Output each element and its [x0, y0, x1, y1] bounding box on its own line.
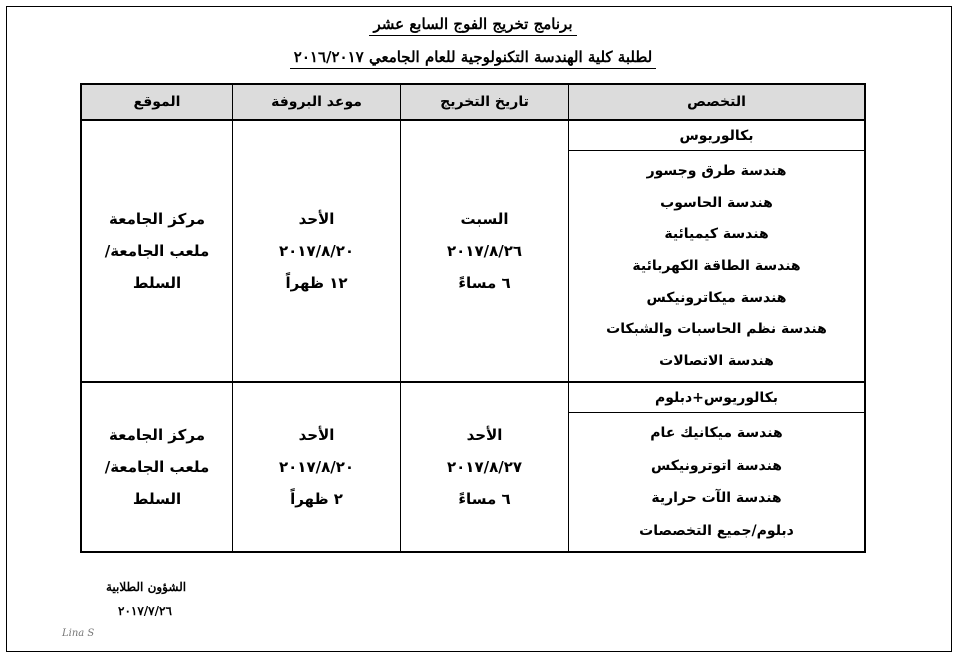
list-item: دبلوم/جميع التخصصات [639, 522, 794, 539]
issuing-office: الشؤون الطلابية [106, 580, 187, 594]
specialization-cell [568, 121, 864, 381]
location-line: السلط [132, 490, 182, 508]
group-title: بكالوريوس [569, 121, 864, 151]
document-subtitle [0, 47, 946, 66]
rehearsal-cell [232, 383, 400, 551]
signature: Lina S [62, 628, 95, 639]
rehearsal-time: ١٢ ظهراً [285, 274, 348, 292]
rehearsal-day: الأحد [298, 426, 335, 444]
header-graduation-date: تاريخ التخريج [400, 85, 568, 119]
rehearsal-time: ٢ ظهراً [290, 490, 343, 508]
location-line: مركز الجامعة [109, 210, 205, 228]
specialization-list [569, 151, 864, 381]
list-item: هندسة الحاسوب [660, 194, 773, 211]
location-line: السلط [132, 274, 182, 292]
list-item: هندسة نظم الحاسبات والشبكات [606, 321, 827, 338]
document-subtitle-text: لطلبة كلية الهندسة التكنولوجية للعام الجامعي ٢٠١٦/٢٠١٧ [290, 48, 656, 69]
header-rehearsal-date: موعد البروفة [232, 85, 400, 119]
graduation-date: ٢٠١٧/٨/٢٧ [446, 458, 523, 476]
header-specialization: التخصص [568, 85, 864, 119]
rehearsal-date: ٢٠١٧/٨/٢٠ [278, 242, 355, 260]
rehearsal-cell [232, 121, 400, 381]
table-row-bachelor [82, 121, 864, 383]
location-line: ملعب الجامعة/ [104, 458, 210, 476]
group-title: بكالوريوس+دبلوم [569, 383, 864, 413]
rehearsal-date: ٢٠١٧/٨/٢٠ [278, 458, 355, 476]
list-item: هندسة الاتصالات [659, 353, 774, 370]
specialization-cell [568, 383, 864, 551]
graduation-schedule-table [80, 83, 866, 553]
rehearsal-day: الأحد [298, 210, 335, 228]
document-title-text: برنامج تخريج الفوج السابع عشر [369, 15, 576, 36]
location-line: مركز الجامعة [109, 426, 205, 444]
location-line: ملعب الجامعة/ [104, 242, 210, 260]
graduation-cell [400, 383, 568, 551]
location-cell [82, 383, 232, 551]
issue-date: ٢٠١٧/٧/٢٦ [118, 604, 172, 618]
list-item: هندسة الطاقة الكهربائية [632, 257, 801, 274]
list-item: هندسة طرق وجسور [646, 162, 787, 179]
header-location: الموقع [133, 94, 181, 110]
list-item: هندسة ميكانيك عام [650, 425, 783, 442]
table-header-row [82, 85, 864, 121]
document-title [0, 14, 946, 33]
list-item: هندسة كيميائية [664, 226, 769, 243]
table-row-bachelor-diploma [82, 383, 864, 551]
specialization-list [569, 413, 864, 551]
list-item: هندسة اتوترونيكس [650, 457, 783, 474]
graduation-time: ٦ مساءً [458, 274, 511, 292]
graduation-day: السبت [460, 210, 509, 228]
graduation-time: ٦ مساءً [458, 490, 511, 508]
graduation-date: ٢٠١٧/٨/٢٦ [446, 242, 523, 260]
location-cell [82, 121, 232, 381]
graduation-cell [400, 121, 568, 381]
list-item: هندسة ميكاترونيكس [646, 289, 787, 306]
graduation-day: الأحد [466, 426, 503, 444]
list-item: هندسة الآت حرارية [651, 490, 782, 507]
